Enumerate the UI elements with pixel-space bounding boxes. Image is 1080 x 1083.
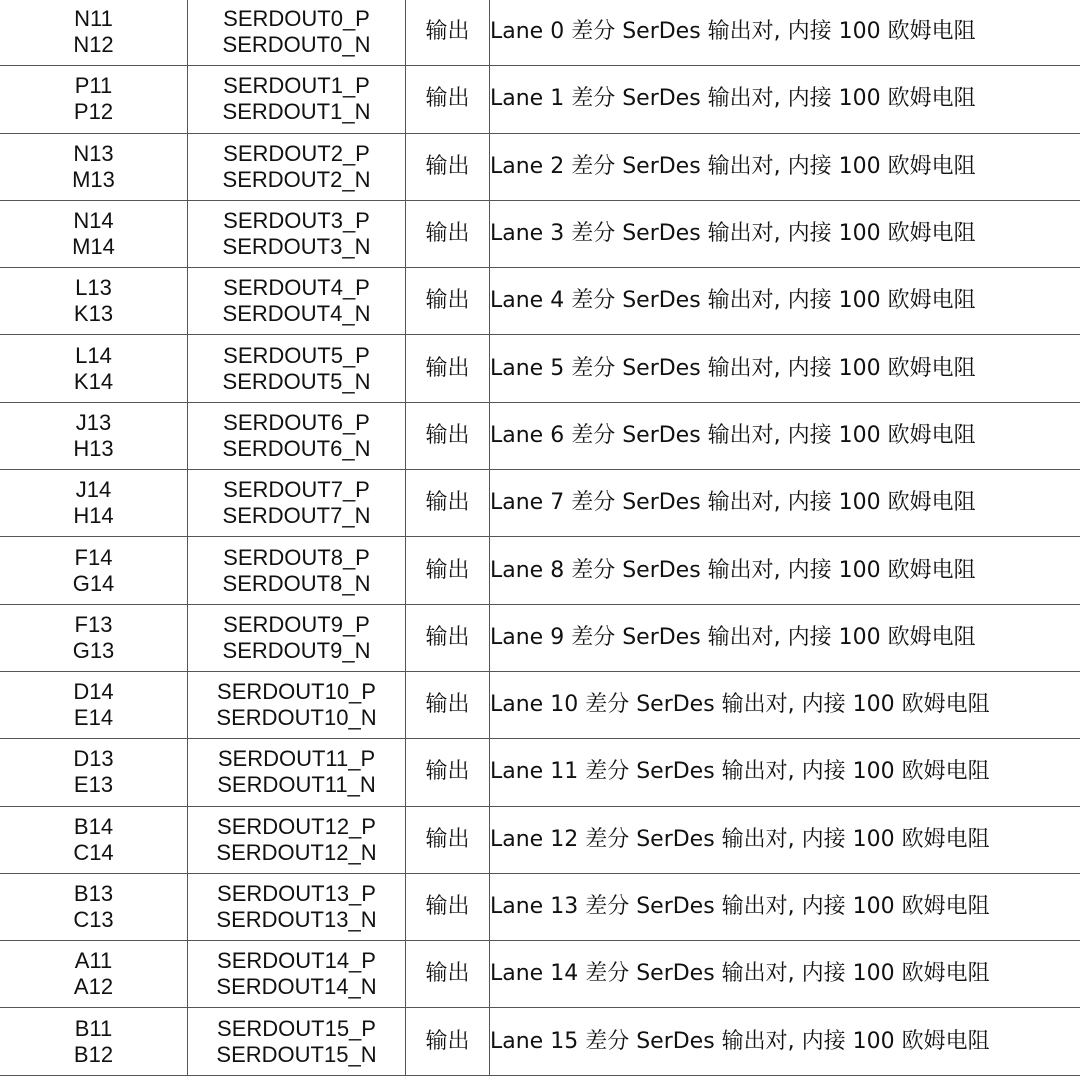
pin-number: N13 — [73, 140, 114, 166]
pin-number: D14 — [73, 679, 114, 705]
direction-cell: 输出 — [406, 537, 490, 604]
signal-name: SERDOUT10_P — [217, 679, 376, 705]
signal-name-cell — [188, 873, 406, 940]
pin-number-cell — [0, 873, 188, 940]
description-cell: Lane 3 差分 SerDes 输出对, 内接 100 欧姆电阻 — [490, 200, 1080, 267]
signal-name: SERDOUT0_P — [223, 6, 370, 32]
pin-number: A12 — [73, 974, 114, 1000]
pin-number-cell — [0, 470, 188, 537]
signal-name-cell — [188, 200, 406, 267]
pin-number: H14 — [73, 503, 114, 529]
direction-cell: 输出 — [406, 0, 490, 66]
description-cell: Lane 14 差分 SerDes 输出对, 内接 100 欧姆电阻 — [490, 941, 1080, 1008]
signal-name-cell — [188, 671, 406, 738]
description-cell: Lane 7 差分 SerDes 输出对, 内接 100 欧姆电阻 — [490, 470, 1080, 537]
signal-name: SERDOUT0_N — [222, 32, 371, 58]
pin-number: E13 — [73, 772, 114, 798]
table-row — [0, 470, 1080, 537]
signal-name: SERDOUT3_P — [223, 208, 370, 234]
direction-cell: 输出 — [406, 671, 490, 738]
pin-number: C13 — [73, 907, 114, 932]
signal-name: SERDOUT2_P — [223, 140, 370, 166]
pin-number: N12 — [73, 32, 114, 58]
pin-number: F13 — [74, 611, 113, 637]
pin-number: B11 — [74, 1015, 113, 1041]
signal-name: SERDOUT13_P — [217, 881, 376, 906]
pin-number: J13 — [75, 409, 112, 435]
signal-name: SERDOUT2_N — [222, 166, 371, 192]
direction-cell: 输出 — [406, 470, 490, 537]
pin-number: G13 — [72, 637, 115, 663]
pin-number: E14 — [73, 705, 114, 731]
signal-name-cell — [188, 537, 406, 604]
direction-cell: 输出 — [406, 873, 490, 940]
pin-number: F14 — [74, 544, 113, 570]
signal-name: SERDOUT7_P — [223, 477, 370, 503]
table-row — [0, 335, 1080, 402]
signal-name: SERDOUT8_P — [223, 544, 370, 570]
table-row — [0, 604, 1080, 671]
direction-cell: 输出 — [406, 941, 490, 1008]
table-row — [0, 0, 1080, 66]
description-cell: Lane 12 差分 SerDes 输出对, 内接 100 欧姆电阻 — [490, 806, 1080, 873]
pin-number: B13 — [73, 881, 114, 906]
table-row — [0, 133, 1080, 200]
direction-cell: 输出 — [406, 402, 490, 469]
direction-cell: 输出 — [406, 739, 490, 806]
signal-name: SERDOUT7_N — [222, 503, 371, 529]
pin-number-cell — [0, 1008, 188, 1075]
pin-number: G14 — [72, 570, 115, 596]
signal-name: SERDOUT14_N — [216, 974, 377, 1000]
direction-cell: 输出 — [406, 66, 490, 133]
pin-number: C14 — [73, 839, 114, 865]
description-cell: Lane 1 差分 SerDes 输出对, 内接 100 欧姆电阻 — [490, 66, 1080, 133]
pin-number-cell — [0, 335, 188, 402]
direction-cell: 输出 — [406, 268, 490, 335]
signal-name-cell — [188, 941, 406, 1008]
description-cell: Lane 11 差分 SerDes 输出对, 内接 100 欧姆电阻 — [490, 739, 1080, 806]
signal-name: SERDOUT14_P — [217, 948, 376, 974]
pin-number-cell — [0, 200, 188, 267]
signal-name-cell — [188, 402, 406, 469]
table-row — [0, 739, 1080, 806]
table-row — [0, 671, 1080, 738]
signal-name: SERDOUT10_N — [216, 705, 377, 731]
signal-name: SERDOUT5_N — [222, 368, 371, 394]
description-cell: Lane 15 差分 SerDes 输出对, 内接 100 欧姆电阻 — [490, 1008, 1080, 1075]
pin-number: P11 — [74, 73, 113, 99]
signal-name: SERDOUT9_N — [222, 637, 371, 663]
direction-cell: 输出 — [406, 133, 490, 200]
pin-number: A11 — [74, 948, 113, 974]
pin-number: J14 — [75, 477, 112, 503]
signal-name: SERDOUT1_N — [222, 99, 371, 125]
pin-number-cell — [0, 0, 188, 66]
table-row — [0, 941, 1080, 1008]
signal-name: SERDOUT5_P — [223, 342, 370, 368]
signal-name: SERDOUT11_N — [217, 772, 376, 798]
description-cell: Lane 0 差分 SerDes 输出对, 内接 100 欧姆电阻 — [490, 0, 1080, 66]
signal-name-cell — [188, 470, 406, 537]
pin-number: D13 — [73, 746, 114, 772]
direction-cell: 输出 — [406, 604, 490, 671]
description-cell: Lane 8 差分 SerDes 输出对, 内接 100 欧姆电阻 — [490, 537, 1080, 604]
signal-name: SERDOUT6_N — [222, 435, 371, 461]
pin-number: N11 — [74, 6, 113, 32]
signal-name: SERDOUT12_N — [216, 839, 377, 865]
signal-name: SERDOUT8_N — [222, 570, 371, 596]
signal-name: SERDOUT15_N — [216, 1041, 377, 1067]
description-cell: Lane 2 差分 SerDes 输出对, 内接 100 欧姆电阻 — [490, 133, 1080, 200]
signal-name-cell — [188, 0, 406, 66]
pin-number-cell — [0, 66, 188, 133]
description-cell: Lane 5 差分 SerDes 输出对, 内接 100 欧姆电阻 — [490, 335, 1080, 402]
signal-name-cell — [188, 133, 406, 200]
description-cell: Lane 4 差分 SerDes 输出对, 内接 100 欧姆电阻 — [490, 268, 1080, 335]
table-row — [0, 402, 1080, 469]
table-row — [0, 200, 1080, 267]
pin-number: L13 — [75, 275, 112, 301]
signal-name: SERDOUT1_P — [223, 73, 370, 99]
signal-name: SERDOUT9_P — [223, 611, 370, 637]
signal-name-cell — [188, 268, 406, 335]
signal-name-cell — [188, 604, 406, 671]
pin-number-cell — [0, 806, 188, 873]
pin-number-cell — [0, 941, 188, 1008]
pin-number: B12 — [73, 1041, 114, 1067]
signal-name-cell — [188, 66, 406, 133]
signal-name: SERDOUT6_P — [223, 409, 370, 435]
table-row — [0, 66, 1080, 133]
table-row — [0, 268, 1080, 335]
signal-name: SERDOUT15_P — [217, 1015, 376, 1041]
pin-number: K14 — [73, 368, 114, 394]
signal-name: SERDOUT13_N — [216, 907, 377, 932]
direction-cell: 输出 — [406, 200, 490, 267]
pin-number-cell — [0, 671, 188, 738]
pin-number: M13 — [72, 166, 115, 192]
table-row — [0, 806, 1080, 873]
pin-number: P12 — [73, 99, 114, 125]
signal-name: SERDOUT11_P — [217, 746, 376, 772]
pin-number-cell — [0, 604, 188, 671]
pin-number-cell — [0, 268, 188, 335]
pin-number-cell — [0, 402, 188, 469]
signal-name: SERDOUT3_N — [222, 234, 371, 260]
pin-number: H13 — [73, 435, 114, 461]
signal-name-cell — [188, 335, 406, 402]
description-cell: Lane 13 差分 SerDes 输出对, 内接 100 欧姆电阻 — [490, 873, 1080, 940]
pin-number: K13 — [73, 301, 114, 327]
table-row — [0, 873, 1080, 940]
signal-name-cell — [188, 1008, 406, 1075]
signal-name-cell — [188, 806, 406, 873]
signal-name: SERDOUT4_P — [223, 275, 370, 301]
direction-cell: 输出 — [406, 335, 490, 402]
pin-number-cell — [0, 133, 188, 200]
pin-number-cell — [0, 739, 188, 806]
pin-number-cell — [0, 537, 188, 604]
signal-name-cell — [188, 739, 406, 806]
pin-number: B14 — [73, 813, 114, 839]
signal-name: SERDOUT12_P — [217, 813, 376, 839]
direction-cell: 输出 — [406, 1008, 490, 1075]
table-row — [0, 1008, 1080, 1075]
description-cell: Lane 9 差分 SerDes 输出对, 内接 100 欧姆电阻 — [490, 604, 1080, 671]
description-cell: Lane 6 差分 SerDes 输出对, 内接 100 欧姆电阻 — [490, 402, 1080, 469]
pin-number: L14 — [75, 342, 112, 368]
description-cell: Lane 10 差分 SerDes 输出对, 内接 100 欧姆电阻 — [490, 671, 1080, 738]
pin-number: M14 — [72, 234, 115, 260]
signal-name: SERDOUT4_N — [222, 301, 371, 327]
table-row — [0, 537, 1080, 604]
direction-cell: 输出 — [406, 806, 490, 873]
pin-number: N14 — [73, 208, 114, 234]
